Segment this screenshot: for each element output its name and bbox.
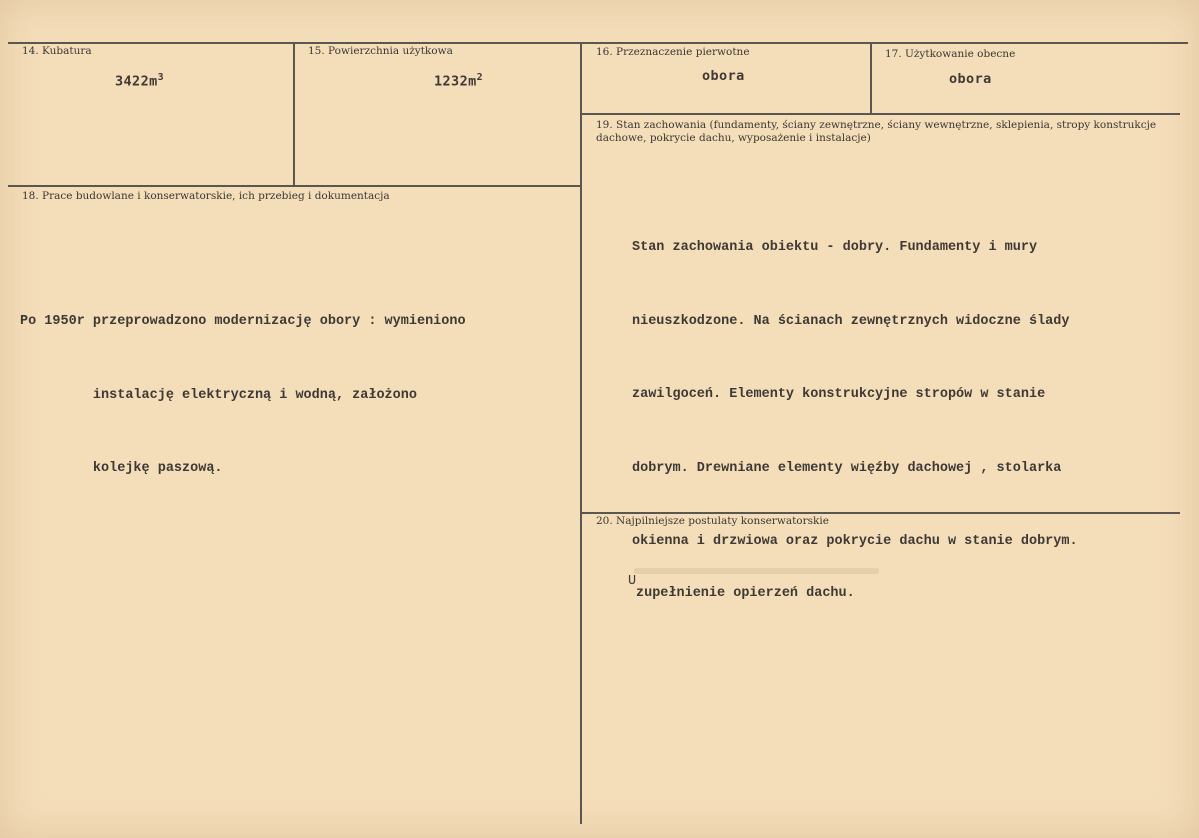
field-16-value: obora (702, 68, 745, 84)
erased-text-smudge (634, 568, 879, 574)
field-19-line: dobrym. Drewniane elementy więźby dachowej , stolarka (632, 460, 1062, 476)
field-17-label: 17. Użytkowanie obecne (885, 48, 1016, 60)
powierzchnia-value: 1232m (434, 73, 477, 90)
field-18-text (20, 261, 466, 531)
powierzchnia-exponent: 2 (476, 72, 484, 83)
field-19-line: okienna i drzwiowa oraz pokrycie dachu w stanie dobrym. (632, 534, 1078, 549)
field-18-label: 18. Prace budowlane i konserwatorskie, ich przebieg i dokumentacja (22, 190, 390, 202)
field-17-value: obora (949, 71, 992, 87)
center-divider (580, 42, 582, 824)
field-18-line: kolejkę paszową. (20, 461, 223, 476)
field-18-line: instalację elektryczną i wodną, założono (20, 387, 417, 403)
field-19-text (632, 187, 1078, 604)
field-14-label: 14. Kubatura (22, 45, 92, 57)
field-18-line: Po 1950r przeprowadzono modernizację obory : wymieniono (20, 314, 466, 329)
rule-16-17-bottom (582, 113, 1180, 115)
field-15-label: 15. Powierzchnia użytkowa (308, 45, 453, 57)
divider-16-17 (870, 42, 872, 114)
field-20-text: zupełnienie opierzeń dachu. (636, 586, 855, 601)
field-19-line: zawilgoceń. Elementy konstrukcyjne stropów w stanie (632, 387, 1046, 402)
field-19-label: 19. Stan zachowania (fundamenty, ściany zewnętrzne, ściany wewnętrzne, sklepienia, stropy konstrukcje dachowe, pokrycie dachu, wyposażenie i instalacje) (596, 119, 1157, 144)
field-20-mark: U (628, 574, 637, 589)
field-19-line: nieuszkodzone. Na ścianach zewnętrznych widoczne ślady (632, 313, 1070, 329)
kubatura-exponent: 3 (157, 72, 165, 83)
field-20-label: 20. Najpilniejsze postulaty konserwatorskie (596, 515, 829, 527)
field-16-label: 16. Przeznaczenie pierwotne (596, 46, 750, 58)
field-19-line: Stan zachowania obiektu - dobry. Fundamenty i mury (632, 240, 1038, 255)
kubatura-value: 3422m (115, 73, 158, 90)
field-14-value (115, 72, 164, 90)
top-rule (8, 42, 1188, 44)
divider-14-15 (293, 42, 295, 185)
field-15-value (434, 72, 483, 90)
rule-14-15-bottom (8, 185, 582, 187)
